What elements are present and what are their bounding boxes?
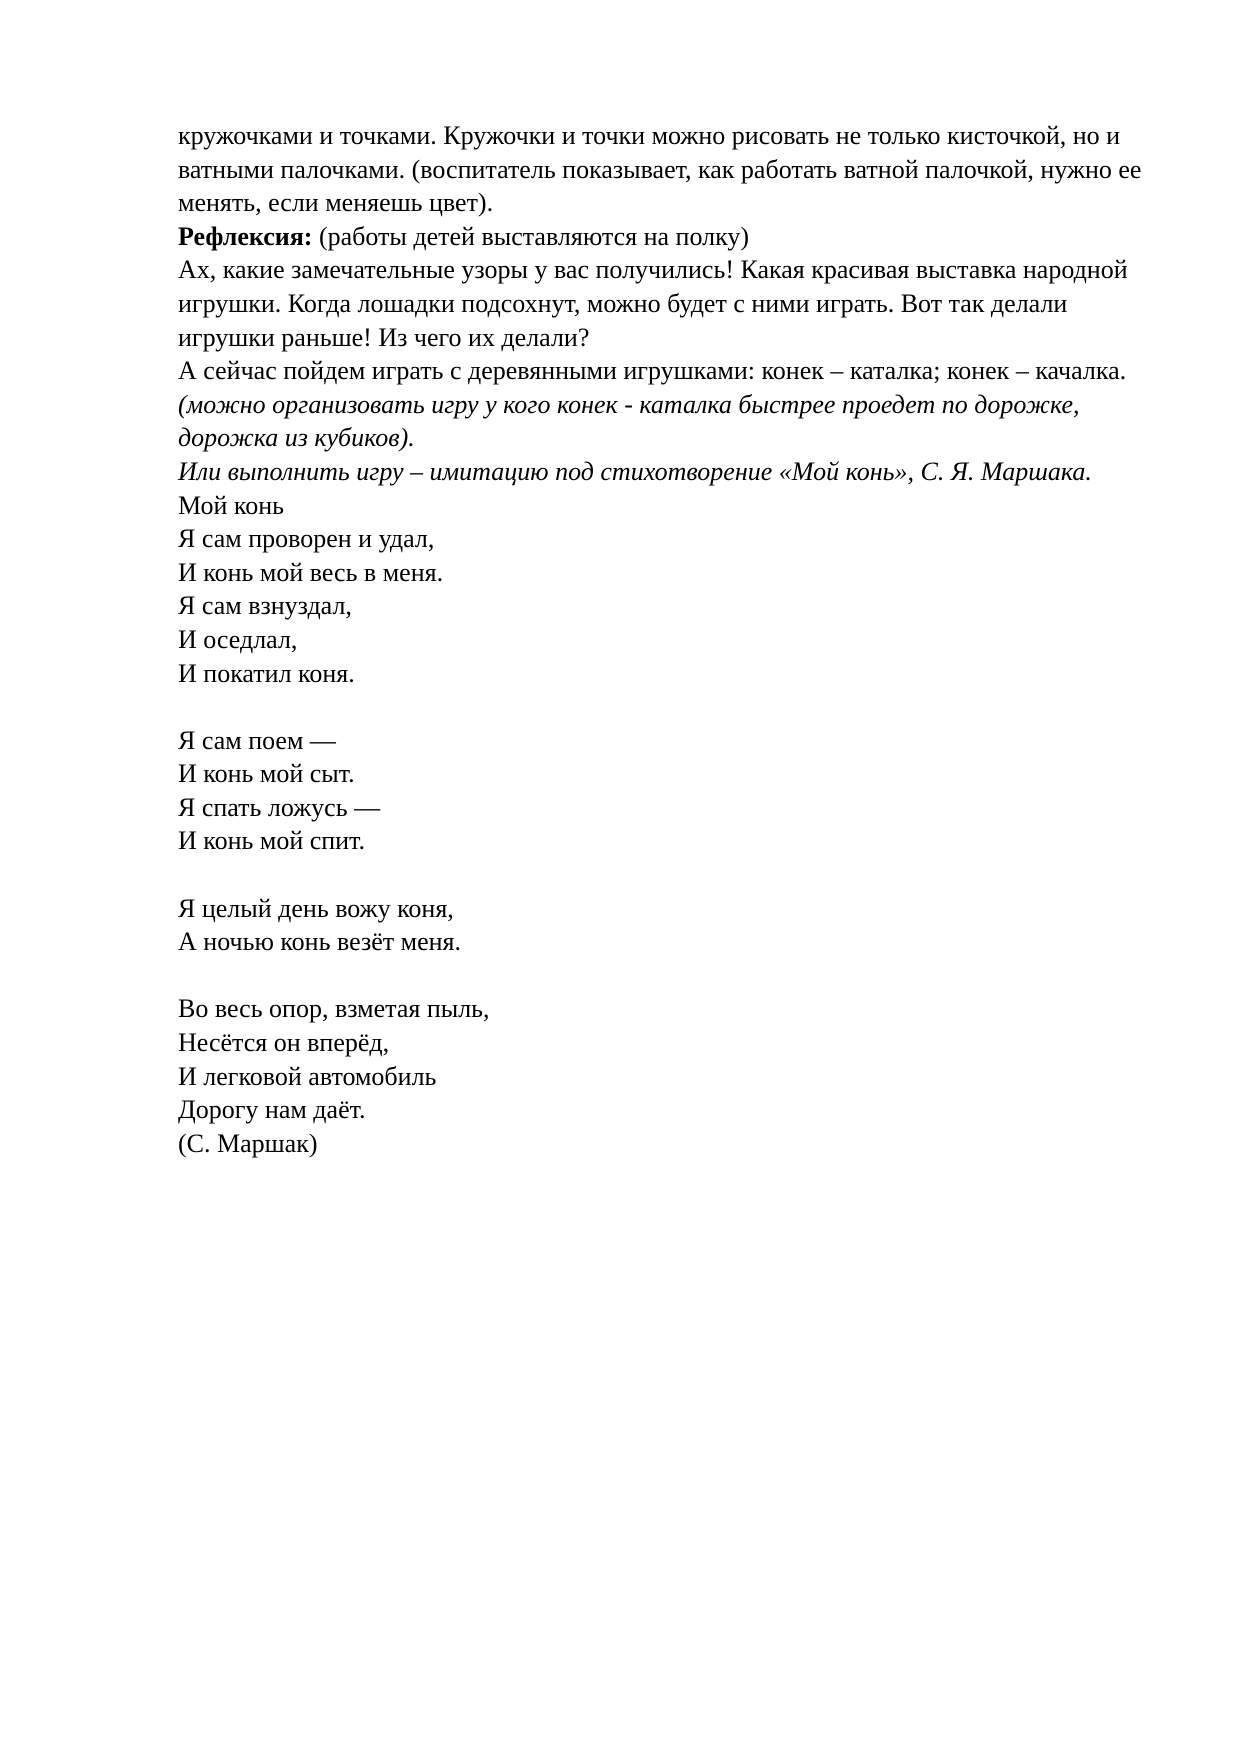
poem-line: И легковой автомобиль — [178, 1061, 437, 1091]
poem-stanza-1 — [178, 522, 1158, 690]
poem-line: Я сам поем — — [178, 725, 336, 755]
play-italic-note: (можно организовать игру у кого конек - каталка быстрее проедет по дорожке, дорожка из кубиков). — [178, 389, 1080, 453]
document-body — [178, 119, 1158, 1160]
alternative-paragraph: Или выполнить игру – имитацию под стихотворение «Мой конь», С. Я. Маршака. — [178, 456, 1092, 486]
poem-line: И конь мой спит. — [178, 826, 366, 856]
poem-line: И конь мой весь в меня. — [178, 557, 444, 587]
poem-title: Мой конь — [178, 490, 284, 520]
poem-author: (С. Маршак) — [178, 1128, 318, 1158]
poem-line: И оседлал, — [178, 624, 298, 654]
poem-line: Я сам проворен и удал, — [178, 524, 435, 554]
reflection-text: (работы детей выставляются на полку) — [312, 221, 750, 251]
praise-paragraph: Ах, какие замечательные узоры у вас получились! Какая красивая выставка народной игрушки. Когда лошадки подсохнут, можно будет с ними играть. Вот так делали игрушки раньше! Из чего их делали? — [178, 255, 1128, 352]
intro-paragraph: кружочками и точками. Кружочки и точки можно рисовать не только кисточкой, но и ватными палочками. (воспитатель показывает, как работать ватной палочкой, нужно ее менять, если меняешь цвет). — [178, 121, 1142, 218]
poem-stanza-3 — [178, 892, 1158, 959]
reflection-label: Рефлексия: — [178, 221, 313, 251]
poem-line: И конь мой сыт. — [178, 759, 355, 789]
poem-line: Дорогу нам даёт. — [178, 1095, 366, 1125]
poem-stanza-2 — [178, 724, 1158, 858]
play-paragraph — [178, 354, 1158, 455]
poem-line: Я спать ложусь — — [178, 792, 381, 822]
play-text: А сейчас пойдем играть с деревянными игрушками: конек – каталка; конек – качалка. — [178, 356, 1127, 386]
poem-line: А ночью конь везёт меня. — [178, 927, 461, 957]
poem-line: И покатил коня. — [178, 658, 355, 688]
poem-line: Во весь опор, взметая пыль, — [178, 994, 490, 1024]
poem-line: Я целый день вожу коня, — [178, 893, 454, 923]
reflection-paragraph — [178, 220, 1158, 254]
poem — [178, 489, 1158, 1161]
poem-stanza-4 — [178, 992, 1158, 1160]
poem-line: Несётся он вперёд, — [178, 1028, 390, 1058]
poem-line: Я сам взнуздал, — [178, 591, 352, 621]
